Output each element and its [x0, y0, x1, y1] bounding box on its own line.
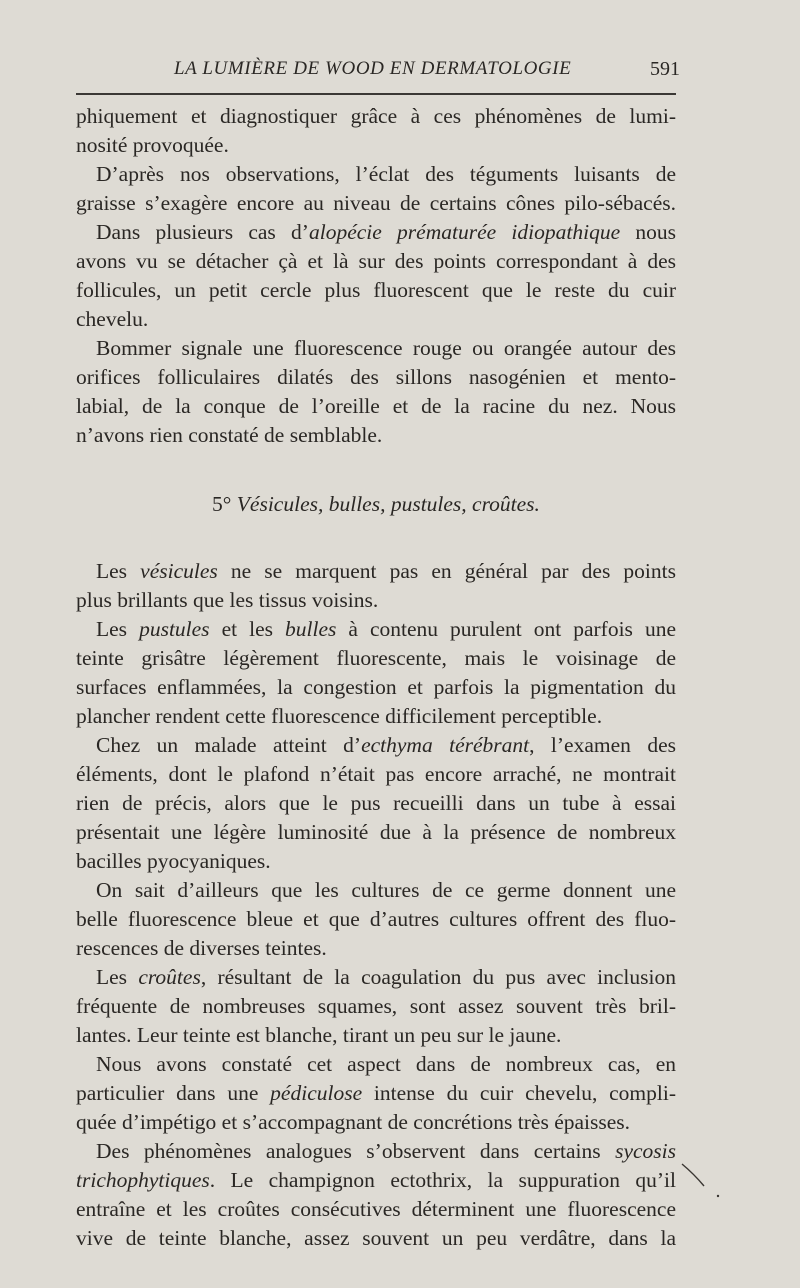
- section-heading: [76, 490, 676, 519]
- section-number: 5°: [212, 492, 232, 516]
- text-line: vive de teinte blanche, assez souvent un peu verdâtre, dans la: [76, 1226, 676, 1250]
- text-line: teinte grisâtre légèrement fluorescente, mais le voisinage de: [76, 646, 676, 670]
- text-line: Dans plusieurs cas d’alopécie prématurée idiopathique nous: [96, 220, 677, 244]
- text-line: fréquente de nombreuses squames, sont assez souvent très bril-: [76, 994, 676, 1018]
- text-line: n’avons rien constaté de semblable.: [76, 423, 383, 447]
- running-title: LA LUMIÈRE DE WOOD EN DERMATOLOGIE: [174, 58, 572, 79]
- spacer: [76, 519, 676, 557]
- spacer: [76, 450, 676, 490]
- text-line: rescences de diverses teintes.: [76, 936, 327, 960]
- text-line: graisse s’exagère encore au niveau de certains cônes pilo-sébacés.: [76, 191, 676, 215]
- emphasis: bulles: [285, 617, 337, 641]
- page-number: 591: [650, 58, 680, 80]
- emphasis: pédiculose: [270, 1081, 363, 1105]
- text-line: Les croûtes, résultant de la coagulation du pus avec inclusion: [96, 965, 676, 989]
- text-line: plus brillants que les tissus voisins.: [76, 588, 379, 612]
- header-rule: [76, 93, 676, 95]
- text-line: lantes. Leur teinte est blanche, tirant un peu sur le jaune.: [76, 1023, 562, 1047]
- text-line: particulier dans une pédiculose intense du cuir chevelu, compli-: [76, 1081, 676, 1105]
- text-line: éléments, dont le plafond n’était pas encore arraché, ne montrait: [76, 762, 676, 786]
- text-line: Nous avons constaté cet aspect dans de nombreux cas, en: [96, 1052, 676, 1076]
- emphasis: ecthyma térébrant: [361, 733, 530, 757]
- text-line: nosité provoquée.: [76, 133, 229, 157]
- emphasis: alopécie prématurée idiopathique: [308, 220, 621, 244]
- text-line: belle fluorescence bleue et que d’autres cultures offrent des fluo-: [76, 907, 676, 931]
- page-header: [76, 58, 688, 88]
- text-line: D’après nos observations, l’éclat des téguments luisants de: [96, 162, 676, 186]
- text-line: bacilles pyocyaniques.: [76, 849, 271, 873]
- text-line: orifices folliculaires dilatés des sillons nasogénien et mento-: [76, 365, 676, 389]
- text-line: Les pustules et les bulles à contenu purulent ont parfois une: [96, 617, 676, 641]
- text-line: avons vu se détacher çà et là sur des points correspondant à des: [76, 249, 676, 273]
- text-line: entraîne et les croûtes consécutives déterminent une fluorescence: [76, 1197, 676, 1221]
- text-line: labial, de la conque de l’oreille et de la racine du nez. Nous: [76, 394, 676, 418]
- emphasis: croûtes: [138, 965, 201, 989]
- text-line: Bommer signale une fluorescence rouge ou orangée autour des: [96, 336, 676, 360]
- section-title: Vésicules, bulles, pustules, croûtes.: [236, 492, 540, 516]
- text-line: Les vésicules ne se marquent pas en général par des points: [96, 559, 676, 583]
- text-line: Chez un malade atteint d’ecthyma térébrant, l’examen des: [96, 733, 676, 757]
- text-line: Des phénomènes analogues s’observent dans certains sycosis: [96, 1139, 676, 1163]
- text-line: chevelu.: [76, 307, 149, 331]
- text-line: trichophytiques. Le champignon ectothrix, la suppuration qu’il: [76, 1168, 676, 1192]
- text-line: follicules, un petit cercle plus fluorescent que le reste du cuir: [76, 278, 676, 302]
- text-line: quée d’impétigo et s’accompagnant de concrétions très épaisses.: [76, 1110, 631, 1134]
- emphasis: vésicules: [140, 559, 218, 583]
- emphasis: sycosis: [615, 1139, 676, 1163]
- text-line: rien de précis, alors que le pus recueilli dans un tube à essai: [76, 791, 676, 815]
- text-line: phiquement et diagnostiquer grâce à ces phénomènes de lumi-: [76, 104, 676, 128]
- emphasis: pustules: [139, 617, 210, 641]
- body-text: [76, 102, 676, 1253]
- text-line: surfaces enflammées, la congestion et parfois la pigmentation du: [76, 675, 676, 699]
- pencil-mark-icon: [680, 1160, 720, 1200]
- text-line: On sait d’ailleurs que les cultures de ce germe donnent une: [96, 878, 676, 902]
- text-line: plancher rendent cette fluorescence difficilement perceptible.: [76, 704, 603, 728]
- emphasis: trichophytiques: [76, 1168, 210, 1192]
- text-line: présentait une légère luminosité due à la présence de nombreux: [76, 820, 676, 844]
